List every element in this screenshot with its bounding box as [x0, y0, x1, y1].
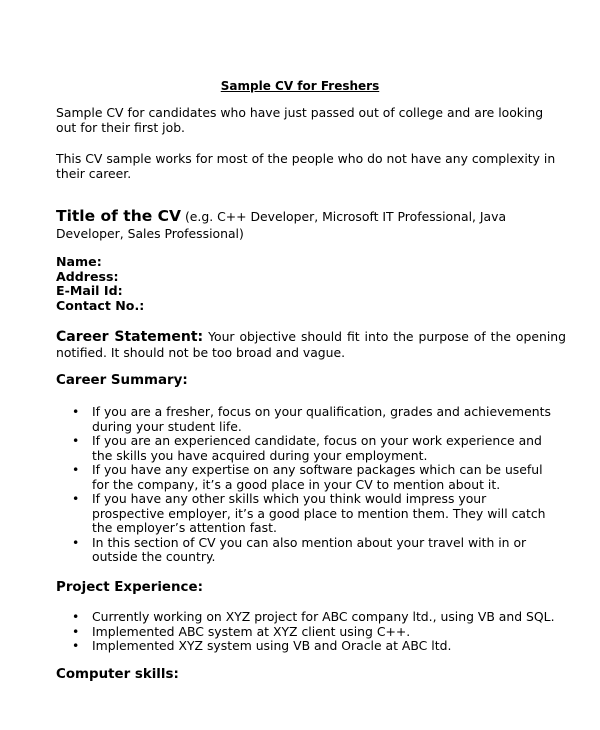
list-item-text: Currently working on XYZ project for ABC company ltd., using VB and SQL.: [92, 609, 555, 624]
list-item: [56, 625, 556, 640]
list-item-text: Implemented ABC system at XYZ client using C++.: [92, 623, 411, 639]
list-item: [56, 405, 556, 434]
document-title: Sample CV for Freshers: [220, 79, 380, 93]
bullet-icon: •: [72, 462, 80, 477]
bullet-icon: •: [72, 609, 80, 624]
cv-title-line: [56, 208, 566, 242]
list-item-text: If you are an experienced candidate, focus on your work experience and the skills you have acquired during your employment.: [92, 433, 542, 463]
list-item-text: Implemented XYZ system using VB and Oracle at ABC ltd.: [92, 638, 452, 653]
name-field-label: Name:: [56, 254, 102, 269]
list-item-text: If you are a fresher, focus on your qualification, grades and achievements during your student life.: [92, 404, 551, 434]
bullet-icon: •: [72, 404, 80, 419]
career-statement-label: Career Statement:: [56, 329, 204, 345]
bullet-icon: •: [72, 491, 80, 506]
bullet-icon: •: [72, 433, 80, 448]
intro-paragraph-2: This CV sample works for most of the people who do not have any complexity in their career.: [56, 151, 556, 181]
list-item: [56, 463, 556, 492]
career-statement-text: Your objective should fit into the purpose of the opening notified. It should not be too broad and vague.: [56, 329, 566, 360]
address-field-label: Address:: [56, 268, 119, 284]
email-field-label: E-Mail Id:: [56, 283, 123, 299]
career-summary-heading: Career Summary:: [56, 373, 188, 388]
career-statement: [56, 329, 566, 360]
list-item: [56, 639, 556, 654]
bullet-icon: •: [72, 623, 80, 639]
list-item-text: If you have any other skills which you think would impress your prospective employer, it’s a good place to mention them. They will catch the employer’s attention fast.: [92, 491, 546, 535]
list-item: [56, 492, 556, 536]
list-item-text: In this section of CV you can also mention about your travel with in or outside the country.: [92, 534, 527, 564]
list-item: [56, 434, 556, 463]
bullet-icon: •: [72, 534, 80, 550]
project-experience-heading: Project Experience:: [56, 580, 203, 595]
bullet-icon: •: [72, 638, 80, 653]
career-summary-list: [56, 405, 556, 565]
project-experience-list: [56, 610, 556, 654]
list-item-text: If you have any expertise on any software packages which can be useful for the company, it’s a good place in your CV to mention about it.: [92, 462, 543, 492]
contact-number-field-label: Contact No.:: [56, 297, 145, 313]
intro-paragraph-1: Sample CV for candidates who have just passed out of college and are looking out for their first job.: [56, 105, 544, 135]
list-item: [56, 536, 556, 565]
cv-title-label: Title of the CV: [56, 207, 182, 225]
cv-title-example: (e.g. C++ Developer, Microsoft IT Professional, Java Developer, Sales Professional): [56, 209, 507, 241]
list-item: [56, 610, 556, 625]
computer-skills-heading: Computer skills:: [56, 667, 179, 682]
contact-fields: [56, 255, 144, 313]
